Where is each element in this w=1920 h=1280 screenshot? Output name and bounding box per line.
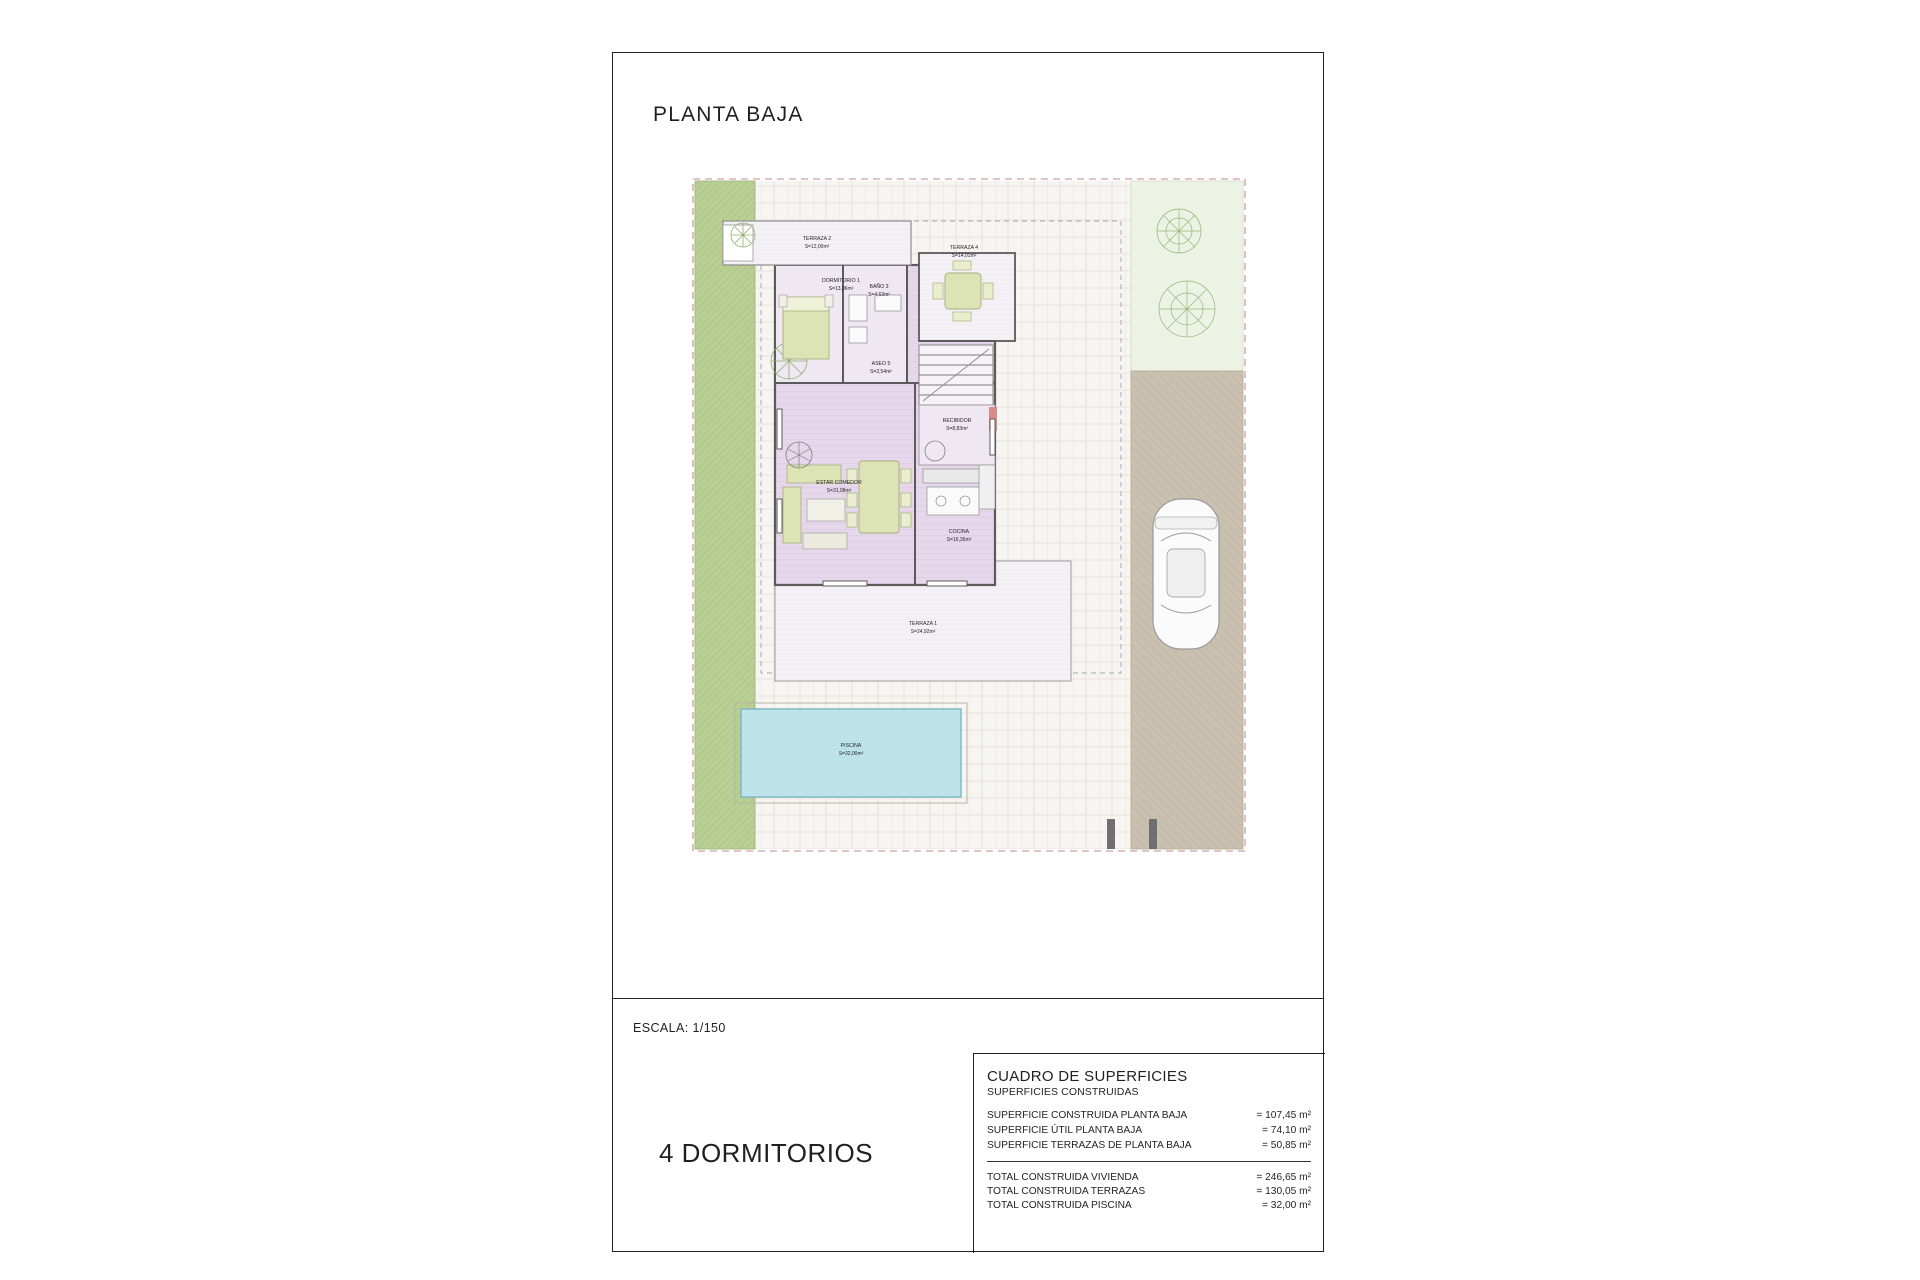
room-area-terraza-4: S=14,01m² [951,253,977,259]
room-label-terraza-1: TERRAZA 1 [908,621,938,627]
room-label-piscina: PISCINA [840,743,862,749]
total-row-label: TOTAL CONSTRUIDA VIVIENDA [987,1172,1139,1183]
surface-row-value: = 74,10 m² [1262,1125,1311,1136]
surface-table-title: CUADRO DE SUPERFICIES [987,1068,1188,1085]
total-row-label: TOTAL CONSTRUIDA TERRAZAS [987,1186,1146,1197]
room-area-terraza-1: S=24,92m² [910,629,936,635]
surface-row-label: SUPERFICIE ÚTIL PLANTA BAJA [987,1125,1143,1136]
surface-totals [987,1161,1311,1211]
page-title: PLANTA BAJA [653,103,804,126]
total-row-value: = 246,65 m² [1256,1172,1311,1183]
room-area-bano-3: S=4,63m² [868,292,890,298]
total-row-label: TOTAL CONSTRUIDA PISCINA [987,1200,1132,1211]
room-area-aseo-5: S=2,54m² [870,369,892,375]
table-row [987,1110,1311,1121]
room-label-terraza-4: TERRAZA 4 [949,245,979,251]
surface-table [987,1068,1311,1211]
table-row [987,1172,1311,1183]
table-row [987,1125,1311,1136]
room-area-terraza-2: S=12,00m² [804,244,830,250]
surface-row-label: SUPERFICIE CONSTRUIDA PLANTA BAJA [987,1110,1188,1121]
sheet-divider-top [613,998,1323,999]
surface-row-label: SUPERFICIE TERRAZAS DE PLANTA BAJA [987,1140,1192,1151]
room-label-recibidor: RECIBIDOR [942,418,972,424]
room-area-dormitorio-1: S=13,06m² [828,286,854,292]
surface-row-value: = 107,45 m² [1256,1110,1311,1121]
room-area-recibidor: S=8,83m² [946,426,968,432]
room-label-estar-comedor: ESTAR COMEDOR [816,480,862,486]
table-row [987,1186,1311,1197]
surface-row-value: = 50,85 m² [1262,1140,1311,1151]
scale-label: ESCALA: 1/150 [633,1021,726,1035]
table-row [987,1140,1311,1151]
room-area-cocina: S=16,36m² [946,537,972,543]
bedrooms-title: 4 DORMITORIOS [659,1138,874,1168]
room-label-dormitorio-1: DORMITORIO 1 [822,278,860,284]
sheet-divider-table-top [973,1053,1325,1054]
car-symbol [1153,499,1219,649]
drawing-sheet [612,52,1324,1252]
total-row-value: = 130,05 m² [1256,1186,1311,1197]
sheet-divider-vertical [973,1053,974,1253]
room-label-cocina: COCINA [948,529,970,535]
room-label-aseo-5: ASEO 5 [871,361,891,367]
surface-rows [987,1110,1311,1151]
total-row-value: = 32,00 m² [1262,1200,1311,1211]
floor-plan-drawing [683,169,1253,869]
room-label-bano-3: BAÑO 3 [869,284,889,290]
room-area-estar-comedor: S=31,08m² [826,488,852,494]
room-area-piscina: S=32,00m² [838,751,864,757]
table-row [987,1200,1311,1211]
surface-table-subtitle: SUPERFICIES CONSTRUIDAS [987,1086,1139,1098]
room-label-terraza-2: TERRAZA 2 [802,236,832,242]
